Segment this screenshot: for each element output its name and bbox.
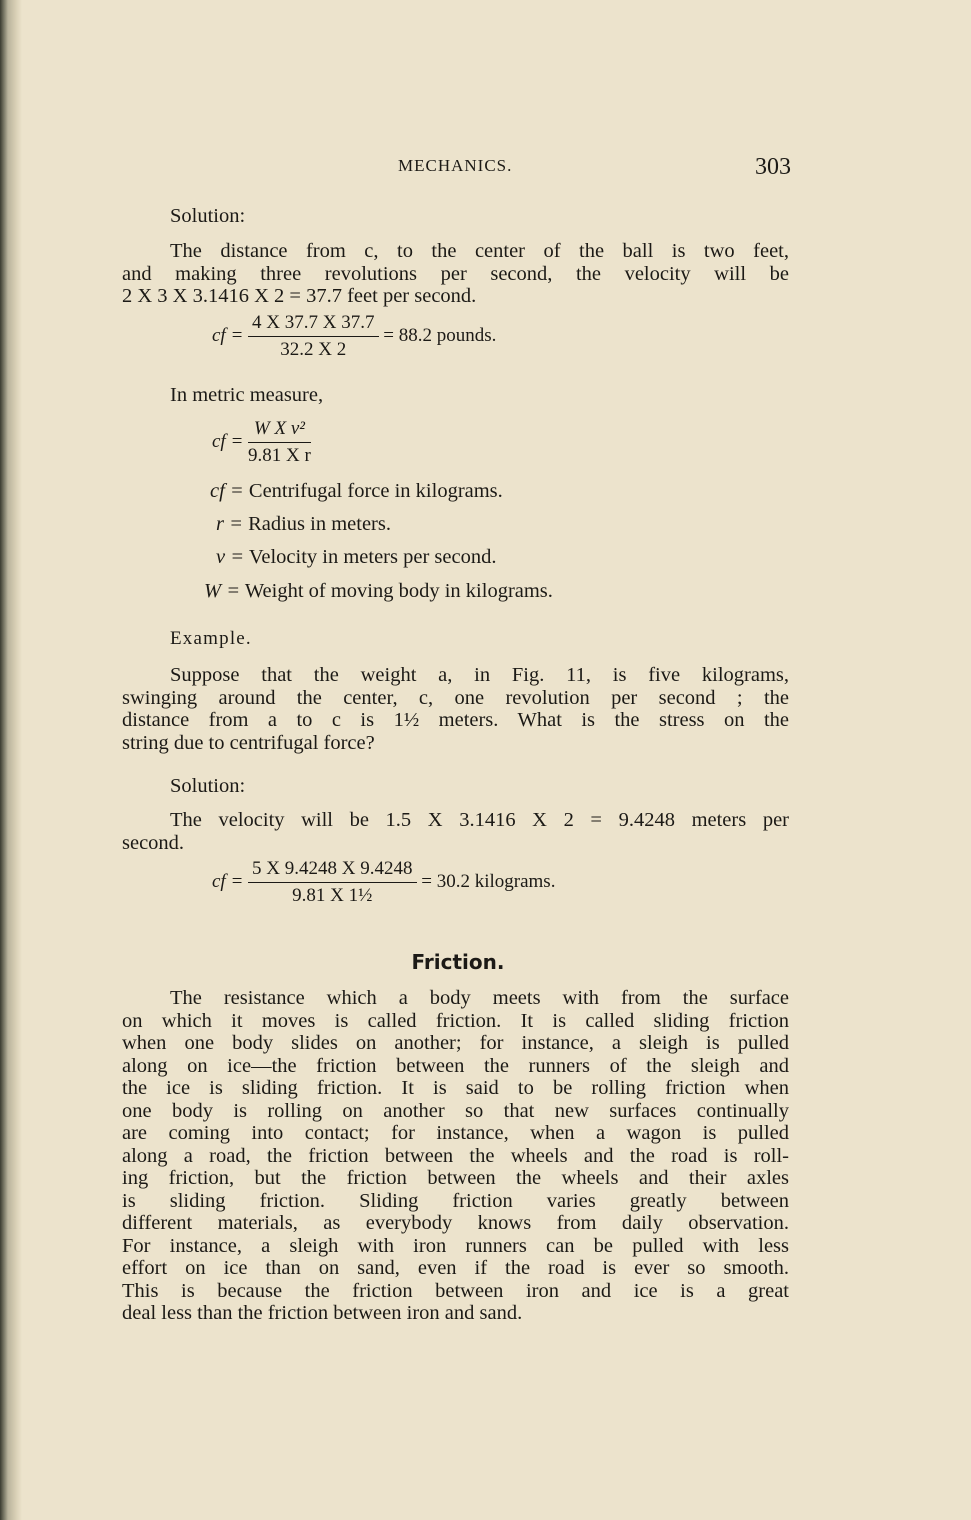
solution-paragraph <box>122 809 789 854</box>
example-paragraph <box>122 664 789 754</box>
solution-paragraph <box>122 240 789 308</box>
definition-item <box>210 480 503 503</box>
formula-denominator: 32.2 X 2 <box>280 339 347 360</box>
kilograms-formula <box>212 858 555 907</box>
section-heading-friction: Friction. <box>411 950 505 974</box>
text-line: different materials, as everybody knows from daily observation. <box>122 1212 789 1234</box>
page-header <box>0 152 971 192</box>
book-spine-edge <box>0 0 22 1520</box>
definition-symbol: r = <box>216 513 243 535</box>
formula-result: = 88.2 pounds. <box>383 324 497 346</box>
formula-numerator: W X v² <box>248 418 311 443</box>
example-heading: Example. <box>170 628 252 649</box>
formula-denominator: 9.81 X 1½ <box>292 885 373 906</box>
text-line: distance from a to c is 1½ meters. What is the stress on the <box>122 709 789 731</box>
text-line: deal less than the friction between iron and sand. <box>122 1302 523 1324</box>
text-line: along on ice—the friction between the runners of the sleigh and <box>122 1054 789 1077</box>
text-line: The resistance which a body meets with from the surface <box>170 987 789 1009</box>
formula-fraction <box>248 418 311 467</box>
running-head: MECHANICS. <box>398 156 513 175</box>
text-line: Suppose that the weight a, in Fig. 11, is five kilograms, <box>170 664 789 686</box>
definition-item <box>216 546 496 569</box>
text-line: on which it moves is called friction. It is called sliding friction <box>122 1009 789 1032</box>
solution-label: Solution: <box>170 775 246 797</box>
text-line: The velocity will be 1.5 X 3.1416 X 2 = 9.4248 meters per <box>170 809 789 831</box>
definition-item <box>216 513 391 536</box>
definition-symbol: W = <box>204 580 241 602</box>
text-line: along a road, the friction between the wheels and the road is roll- <box>122 1144 789 1167</box>
text-line: one body is rolling on another so that new surfaces continually <box>122 1099 789 1122</box>
definition-item <box>204 580 553 603</box>
friction-paragraph <box>122 987 789 1325</box>
text-line: the ice is sliding friction. It is said to be rolling friction when <box>122 1077 789 1099</box>
definition-text: Weight of moving body in kilograms. <box>244 580 553 602</box>
formula-numerator: 5 X 9.4248 X 9.4248 <box>248 858 416 883</box>
formula-fraction <box>248 858 416 907</box>
text-line: The distance from c, to the center of the ball is two feet, <box>170 240 789 262</box>
text-line: and making three revolutions per second, the velocity will be <box>122 262 789 285</box>
text-line: string due to centrifugal force? <box>122 731 375 754</box>
formula-lhs: cf = <box>212 870 244 892</box>
solution-label: Solution: <box>170 205 246 227</box>
metric-formula <box>212 418 311 467</box>
page-number: 303 <box>755 154 791 180</box>
text-line: ing friction, but the friction between the wheels and their axles <box>122 1167 789 1189</box>
formula-lhs: cf = <box>212 324 244 346</box>
definition-text: Radius in meters. <box>248 513 391 535</box>
text-line: are coming into contact; for instance, when a wagon is pulled <box>122 1122 789 1144</box>
formula-denominator: 9.81 X r <box>248 445 311 466</box>
definition-text: Centrifugal force in kilograms. <box>248 480 503 502</box>
text-line: effort on ice than on sand, even if the road is ever so smooth. <box>122 1257 789 1279</box>
text-line: when one body slides on another; for instance, a sleigh is pulled <box>122 1032 789 1054</box>
formula-fraction <box>248 312 378 361</box>
text-line: second. <box>122 831 185 854</box>
formula-lhs: cf = <box>212 430 244 452</box>
definition-symbol: cf = <box>210 480 244 502</box>
definition-symbol: v = <box>216 546 245 568</box>
text-line: This is because the friction between iron and ice is a great <box>122 1279 789 1302</box>
definition-text: Velocity in meters per second. <box>248 546 497 568</box>
text-line: swinging around the center, c, one revolution per second ; the <box>122 686 789 709</box>
text-line: is sliding friction. Sliding friction varies greatly between <box>122 1189 789 1212</box>
formula-numerator: 4 X 37.7 X 37.7 <box>248 312 378 337</box>
pounds-formula <box>212 312 496 361</box>
text-line: 2 X 3 X 3.1416 X 2 = 37.7 feet per second. <box>122 285 477 307</box>
text-line: For instance, a sleigh with iron runners can be pulled with less <box>122 1234 789 1257</box>
formula-result: = 30.2 kilograms. <box>421 870 556 892</box>
metric-intro: In metric measure, <box>170 384 324 406</box>
